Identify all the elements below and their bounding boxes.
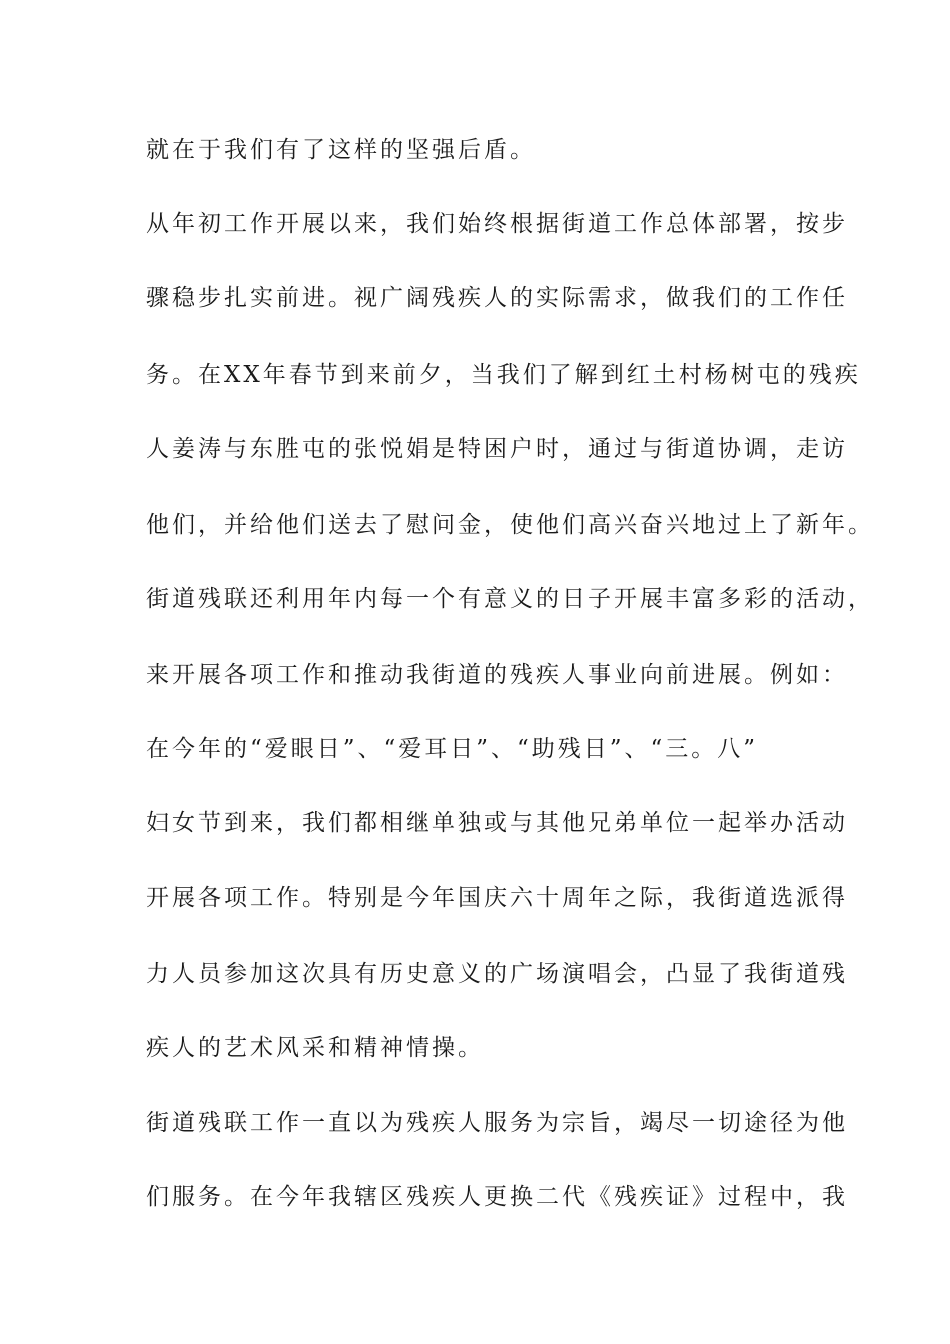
text-line: 来开展各项工作和推动我街道的残疾人事业向前进展。例如： <box>146 662 848 688</box>
text-line: 从年初工作开展以来，我们始终根据街道工作总体部署，按步 <box>146 211 848 237</box>
text-line: 妇女节到来，我们都相继单独或与其他兄弟单位一起举办活动 <box>146 810 848 836</box>
text-line: 街道残联工作一直以为残疾人服务为宗旨，竭尽一切途径为他 <box>146 1110 848 1136</box>
text-line: 疾人的艺术风采和精神情操。 <box>146 1035 484 1061</box>
text-line: 人姜涛与东胜屯的张悦娟是特困户时，通过与街道协调，走访 <box>146 436 848 462</box>
text-line: 街道残联还利用年内每一个有意义的日子开展丰富多彩的活动， <box>146 586 874 612</box>
text-line: 就在于我们有了这样的坚强后盾。 <box>146 137 536 163</box>
text-line: 开展各项工作。特别是今年国庆六十周年之际，我街道选派得 <box>146 885 848 911</box>
text-line: 他们，并给他们送去了慰问金，使他们高兴奋兴地过上了新年。 <box>146 512 874 538</box>
text-line: 们服务。在今年我辖区残疾人更换二代《残疾证》过程中，我 <box>146 1184 848 1210</box>
text-line: 骤稳步扎实前进。视广阔残疾人的实际需求，做我们的工作任 <box>146 285 848 311</box>
text-line: 力人员参加这次具有历史意义的广场演唱会，凸显了我街道残 <box>146 961 848 987</box>
text-line: 务。在XX年春节到来前夕，当我们了解到红土村杨树屯的残疾 <box>146 362 861 388</box>
text-line: 在今年的“爱眼日”、“爱耳日”、“助残日”、“三。八” <box>146 736 759 762</box>
